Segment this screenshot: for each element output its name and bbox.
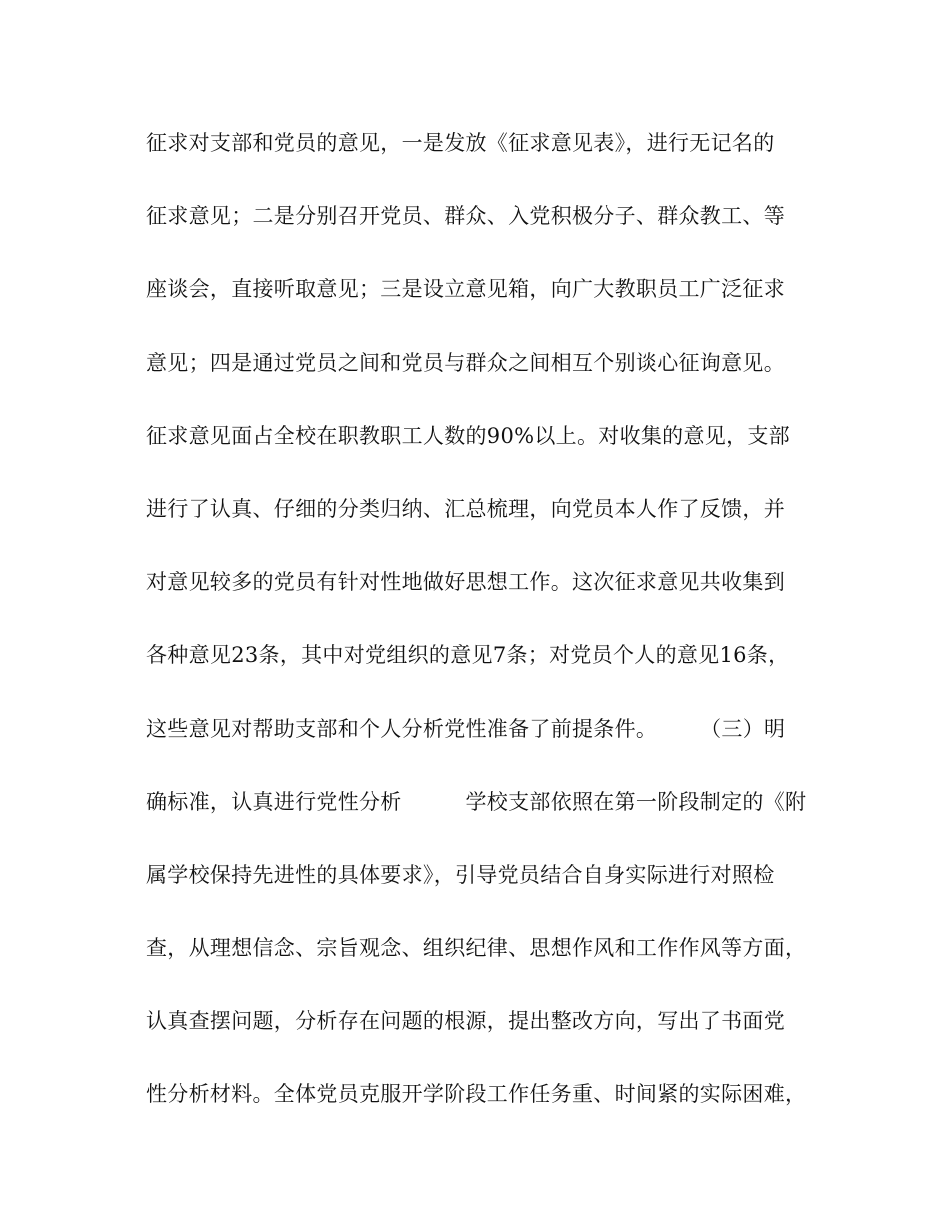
text-line: 各种意见23条，其中对党组织的意见7条；对党员个人的意见16条， <box>146 643 790 668</box>
text-line: 征求对支部和党员的意见，一是发放《征求意见表》，进行无记名的 <box>146 131 775 155</box>
text-line: 对意见较多的党员有针对性地做好思想工作。这次征求意见共收集到 <box>146 570 785 595</box>
text-line: 查，从理想信念、宗旨观念、组织纪律、思想作风和工作作风等方面， <box>146 936 807 961</box>
text-line: 认真查摆问题，分析存在问题的根源，提出整改方向，写出了书面党 <box>146 1009 785 1034</box>
text-line: 座谈会，直接听取意见；三是设立意见箱，向广大教职员工广泛征求 <box>146 277 785 302</box>
text-line: 意见；四是通过党员之间和党员与群众之间相互个别谈心征询意见。 <box>146 350 785 375</box>
text-line: 进行了认真、仔细的分类归纳、汇总梳理，向党员本人作了反馈，并 <box>146 496 785 521</box>
body-text <box>146 120 816 1145</box>
text-line: 性分析材料。全体党员克服开学阶段工作任务重、时间紧的实际困难， <box>146 1082 807 1107</box>
text-line: 这些意见对帮助支部和个人分析党性准备了前提条件。 （三）明 <box>146 716 786 741</box>
text-line: 属学校保持先进性的具体要求》，引导党员结合自身实际进行对照检 <box>146 862 775 887</box>
text-line: 征求意见面占全校在职教职工人数的90%以上。对收集的意见，支部 <box>146 423 790 448</box>
text-line: 征求意见；二是分别召开党员、群众、入党积极分子、群众教工、等 <box>146 204 785 229</box>
text-line: 确标准，认真进行党性分析 学校支部依照在第一阶段制定的《附 <box>146 789 807 814</box>
